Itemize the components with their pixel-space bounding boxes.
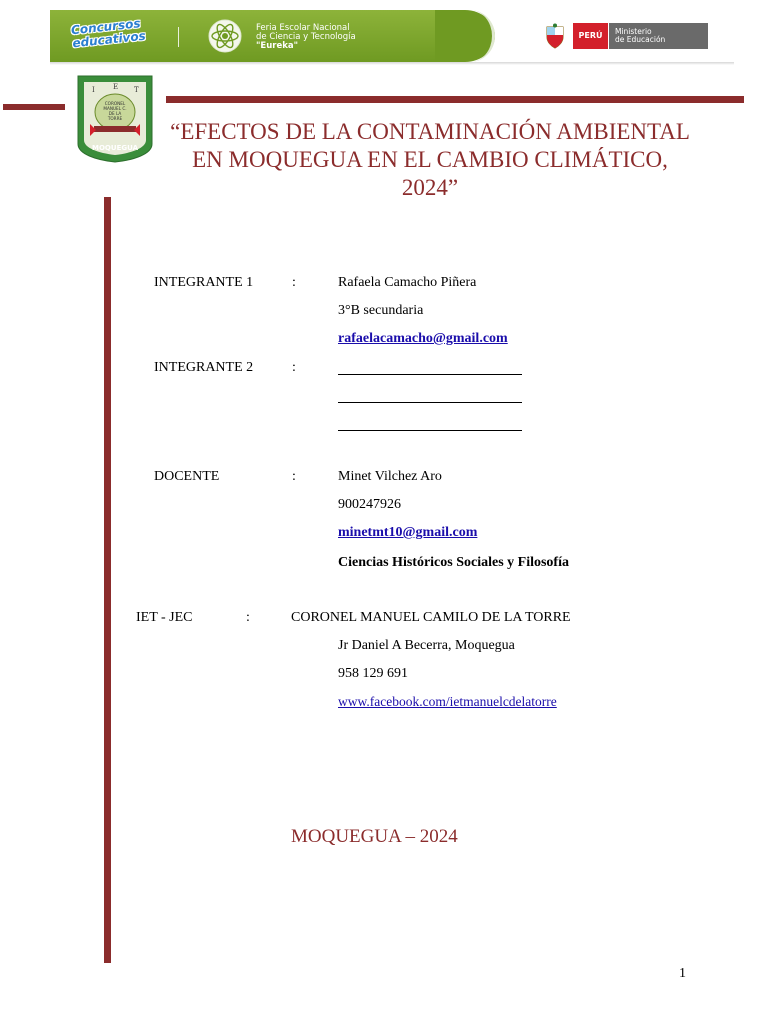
school-phone: 958 129 691 xyxy=(338,666,408,681)
school-facebook-link[interactable]: www.facebook.com/ietmanuelcdelatorre xyxy=(338,694,557,709)
ministerio-line-2: de Educación xyxy=(615,35,666,44)
svg-text:TORRE: TORRE xyxy=(107,116,123,121)
svg-text:CORONEL: CORONEL xyxy=(104,101,126,106)
member1-grade: 3°B secundaria xyxy=(338,303,424,318)
peru-coat-of-arms-icon xyxy=(542,23,568,49)
decorative-rule-vertical xyxy=(104,197,111,963)
school-crest-logo xyxy=(74,72,156,164)
page-number: 1 xyxy=(679,966,686,981)
feria-line-2: de Ciencia y Tecnología xyxy=(256,32,356,42)
teacher-phone: 900247926 xyxy=(338,497,401,512)
school-separator: : xyxy=(246,610,250,625)
feria-eureka-name: "Eureka" xyxy=(256,41,299,51)
eureka-atom-icon xyxy=(205,18,245,54)
footer-city-year: MOQUEGUA – 2024 xyxy=(291,826,458,847)
feria-eureka-text xyxy=(256,24,406,51)
header-banner xyxy=(50,10,734,62)
member2-label: INTEGRANTE 2 xyxy=(154,360,254,375)
member2-blank-line xyxy=(338,392,522,403)
svg-text:MANUEL C.: MANUEL C. xyxy=(103,106,127,111)
member1-email-link[interactable]: rafaelacamacho@gmail.com xyxy=(338,331,508,346)
decorative-rule-left xyxy=(3,104,65,110)
member2-blank-line xyxy=(338,364,522,375)
teacher-email-link[interactable]: minetmt10@gmail.com xyxy=(338,525,478,540)
teacher-name: Minet Vilchez Aro xyxy=(338,469,442,484)
member1-label: INTEGRANTE 1 xyxy=(154,275,254,290)
ministerio-educacion-label xyxy=(609,23,708,49)
member2-separator: : xyxy=(292,360,296,375)
svg-text:DE LA: DE LA xyxy=(108,111,122,116)
peru-label: PERÚ xyxy=(573,23,608,49)
banner-divider xyxy=(178,27,179,47)
banner-shadow xyxy=(50,62,734,65)
svg-text:E: E xyxy=(113,83,119,91)
member1-separator: : xyxy=(292,275,296,290)
school-address: Jr Daniel A Becerra, Moquegua xyxy=(338,638,515,653)
decorative-rule-top xyxy=(166,96,744,103)
svg-text:T: T xyxy=(134,86,139,94)
teacher-subject: Ciencias Históricos Sociales y Filosofía xyxy=(338,555,569,570)
document-title: “EFECTOS DE LA CONTAMINACIÓN AMBIENTAL EN MOQUEGUA EN EL CAMBIO CLIMÁTICO, 2024” xyxy=(170,119,690,200)
teacher-separator: : xyxy=(292,469,296,484)
svg-text:I: I xyxy=(92,86,95,94)
feria-line-3 xyxy=(256,42,406,51)
banner-curve-highlight xyxy=(442,10,495,62)
teacher-label: DOCENTE xyxy=(154,469,220,484)
member2-blank-line xyxy=(338,420,522,431)
member1-name: Rafaela Camacho Piñera xyxy=(338,275,477,290)
concursos-educativos-logo: Concursos educativos xyxy=(70,16,147,51)
school-name: CORONEL MANUEL CAMILO DE LA TORRE xyxy=(291,610,571,625)
school-label: IET - JEC xyxy=(136,610,193,625)
feria-line-1: Feria Escolar Nacional xyxy=(256,23,350,33)
crest-city-text: MOQUEGUA xyxy=(92,144,138,152)
ministerio-line-1: Ministerio xyxy=(615,27,652,36)
